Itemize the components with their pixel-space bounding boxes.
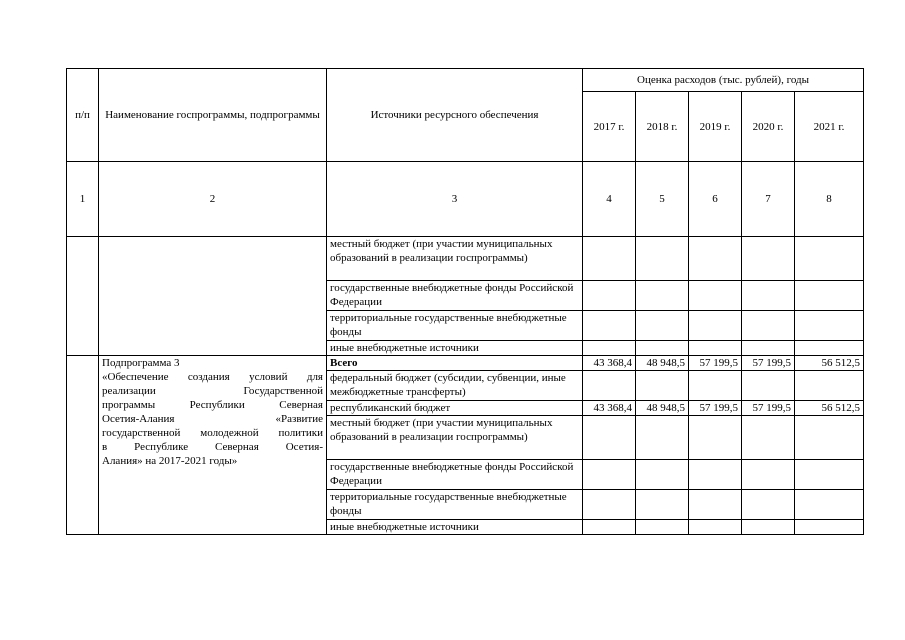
budget-table <box>66 68 864 535</box>
column-number: 3 <box>327 162 583 237</box>
source-cell: местный бюджет (при участии муниципальных образований в реализации госпрограммы) <box>327 237 583 281</box>
subprogram-name-line: в Республике Северная Осетия- <box>102 441 323 453</box>
value-cell: 57 199,5 <box>689 401 742 416</box>
value-cell <box>742 371 795 401</box>
column-number: 5 <box>636 162 689 237</box>
column-number: 8 <box>795 162 864 237</box>
value-cell <box>636 371 689 401</box>
source-cell: государственные внебюджетные фонды Российской Федерации <box>327 460 583 490</box>
subprogram-name-cell <box>99 356 327 535</box>
header-sources: Источники ресурсного обеспечения <box>327 69 583 162</box>
value-cell <box>742 460 795 490</box>
program-name-cell <box>99 237 327 356</box>
value-cell <box>636 520 689 535</box>
value-cell <box>689 520 742 535</box>
value-cell <box>795 520 864 535</box>
num-cell <box>67 237 99 356</box>
subprogram-name-line: «Обеспечение создания условий для <box>102 371 323 383</box>
value-cell <box>583 416 636 460</box>
value-cell: 57 199,5 <box>742 401 795 416</box>
value-cell: 48 948,5 <box>636 356 689 371</box>
value-cell <box>636 416 689 460</box>
value-cell <box>583 371 636 401</box>
value-cell <box>795 371 864 401</box>
header-year: 2017 г. <box>583 92 636 162</box>
numbering-row <box>67 162 864 237</box>
value-cell <box>795 490 864 520</box>
value-cell <box>795 460 864 490</box>
subprogram-name-line: Алания» на 2017-2021 годы» <box>102 455 238 467</box>
value-cell: 56 512,5 <box>795 401 864 416</box>
header-year: 2021 г. <box>795 92 864 162</box>
value-cell: 57 199,5 <box>689 356 742 371</box>
source-cell: государственные внебюджетные фонды Российской Федерации <box>327 281 583 311</box>
column-number: 6 <box>689 162 742 237</box>
header-num: п/п <box>67 69 99 162</box>
source-cell: местный бюджет (при участии муниципальных образований в реализации госпрограммы) <box>327 416 583 460</box>
value-cell <box>795 416 864 460</box>
column-number: 4 <box>583 162 636 237</box>
column-number: 2 <box>99 162 327 237</box>
source-cell: республиканский бюджет <box>327 401 583 416</box>
table-row <box>67 237 864 281</box>
header-year: 2019 г. <box>689 92 742 162</box>
source-cell: федеральный бюджет (субсидии, субвенции, иные межбюджетные трансферты) <box>327 371 583 401</box>
column-number: 7 <box>742 162 795 237</box>
table-row-total <box>67 356 864 371</box>
value-cell <box>689 490 742 520</box>
value-cell: 43 368,4 <box>583 401 636 416</box>
value-cell <box>636 490 689 520</box>
column-number: 1 <box>67 162 99 237</box>
subprogram-name-line: реализации Государственной <box>102 385 323 397</box>
value-cell <box>689 460 742 490</box>
source-cell: Всего <box>327 356 583 371</box>
value-cell <box>583 490 636 520</box>
num-cell <box>67 356 99 535</box>
subprogram-name-line: Осетия-Алания «Развитие <box>102 413 323 425</box>
value-cell: 48 948,5 <box>636 401 689 416</box>
subprogram-title: Подпрограмма 3 <box>102 357 180 369</box>
value-cell: 56 512,5 <box>795 356 864 371</box>
value-cell <box>742 520 795 535</box>
subprogram-name-line: программы Республики Северная <box>102 399 323 411</box>
source-cell: территориальные государственные внебюджетные фонды <box>327 311 583 341</box>
header-row-top <box>67 69 864 92</box>
value-cell <box>689 416 742 460</box>
header-program-name: Наименование госпрограммы, подпрограммы <box>99 69 327 162</box>
value-cell <box>742 416 795 460</box>
subprogram-name-line: государственной молодежной политики <box>102 427 323 439</box>
value-cell: 43 368,4 <box>583 356 636 371</box>
value-cell <box>636 460 689 490</box>
source-cell: территориальные государственные внебюджетные фонды <box>327 490 583 520</box>
source-cell: иные внебюджетные источники <box>327 520 583 535</box>
header-estimate: Оценка расходов (тыс. рублей), годы <box>583 69 864 92</box>
source-cell: иные внебюджетные источники <box>327 341 583 356</box>
value-cell <box>583 520 636 535</box>
value-cell <box>689 371 742 401</box>
value-cell: 57 199,5 <box>742 356 795 371</box>
value-cell <box>583 460 636 490</box>
value-cell <box>742 490 795 520</box>
header-year: 2020 г. <box>742 92 795 162</box>
header-year: 2018 г. <box>636 92 689 162</box>
